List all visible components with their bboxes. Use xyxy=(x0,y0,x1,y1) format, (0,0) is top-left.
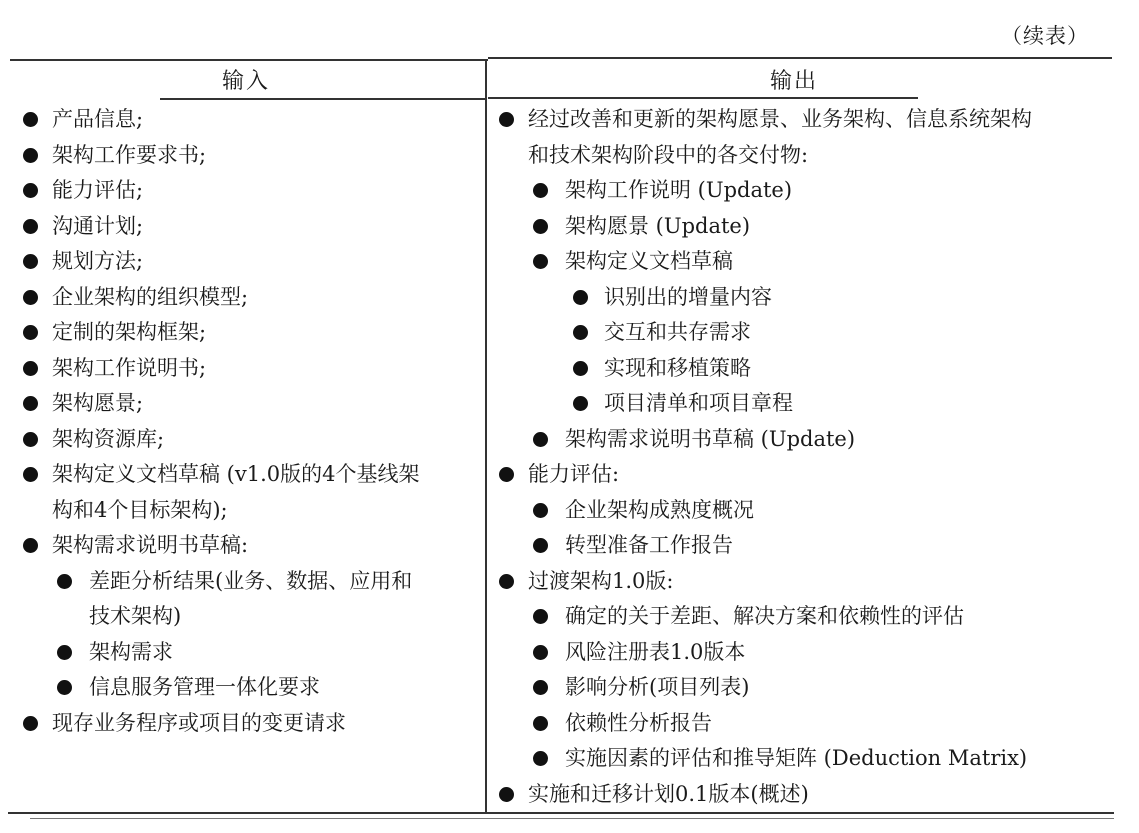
list-item xyxy=(20,706,480,742)
list-item-text: 架构愿景; xyxy=(52,391,144,415)
list-item-text: 架构工作说明 (Update) xyxy=(565,178,793,202)
bullet-icon xyxy=(23,183,38,198)
bullet-icon xyxy=(533,254,548,269)
bullet-icon xyxy=(23,254,38,269)
list-item-text: 项目清单和项目章程 xyxy=(604,391,793,415)
list-item-text: 能力评估; xyxy=(52,178,144,202)
list-item xyxy=(496,457,1110,493)
bullet-icon xyxy=(533,645,548,660)
list-item xyxy=(496,209,1110,245)
bullet-icon xyxy=(533,609,548,624)
bullet-icon xyxy=(23,290,38,305)
list-item xyxy=(20,528,480,564)
list-item xyxy=(496,777,1110,813)
list-item-text: 企业架构的组织模型; xyxy=(52,284,249,309)
list-item xyxy=(20,244,480,280)
bullet-icon xyxy=(23,716,38,731)
list-item-text: 架构资源库; xyxy=(52,426,165,451)
bullet-icon xyxy=(533,183,548,198)
list-item xyxy=(496,670,1110,706)
bullet-icon xyxy=(57,574,72,589)
list-item-text: 过渡架构1.0版: xyxy=(528,568,674,593)
bullet-icon xyxy=(57,645,72,660)
list-item-text: 现存业务程序或项目的变更请求 xyxy=(52,710,346,735)
input-column xyxy=(20,102,480,741)
output-column xyxy=(496,102,1110,812)
bullet-icon xyxy=(57,680,72,695)
list-item-text: 信息服务管理一体化要求 xyxy=(89,675,320,699)
list-item-text: 架构需求说明书草稿 (Update) xyxy=(565,426,856,451)
bullet-icon xyxy=(23,112,38,127)
list-item xyxy=(20,670,480,706)
list-item-text: 识别出的增量内容 xyxy=(604,284,772,309)
list-item xyxy=(496,351,1110,387)
list-item-text: 架构需求说明书草稿: xyxy=(52,533,249,557)
list-item xyxy=(20,635,480,671)
list-item-text: 架构定义文档草稿 (v1.0版的4个基线架 xyxy=(52,462,420,486)
table-top-rule-right xyxy=(488,57,1112,59)
bullet-icon xyxy=(23,148,38,163)
bullet-icon xyxy=(573,290,588,305)
list-item xyxy=(20,280,480,316)
list-item-text: 依赖性分析报告 xyxy=(565,710,712,735)
list-item xyxy=(20,138,480,174)
list-item xyxy=(20,315,480,351)
list-item xyxy=(496,102,1110,138)
bullet-icon xyxy=(573,396,588,411)
list-item xyxy=(20,386,480,422)
list-item-continuation: 技术架构) xyxy=(89,604,182,628)
bullet-icon xyxy=(23,396,38,411)
bullet-icon xyxy=(23,538,38,553)
list-item xyxy=(496,706,1110,742)
list-item xyxy=(20,209,480,245)
list-item xyxy=(496,386,1110,422)
bullet-icon xyxy=(23,325,38,340)
list-item-text: 能力评估: xyxy=(528,462,620,486)
list-item xyxy=(496,635,1110,671)
list-item-text: 企业架构成熟度概况 xyxy=(565,497,754,522)
table-bottom-rule xyxy=(8,812,1114,814)
bullet-icon xyxy=(533,219,548,234)
list-item xyxy=(496,599,1110,635)
bullet-icon xyxy=(533,538,548,553)
bullet-icon xyxy=(499,574,514,589)
list-item-text: 定制的架构框架; xyxy=(52,320,207,344)
list-item-text: 转型准备工作报告 xyxy=(565,533,733,557)
list-item xyxy=(20,422,480,458)
list-item xyxy=(20,457,480,493)
list-item-text: 确定的关于差距、解决方案和依赖性的评估 xyxy=(565,604,964,628)
bullet-icon xyxy=(573,361,588,376)
list-item-text: 产品信息; xyxy=(52,107,144,131)
bullet-icon xyxy=(499,787,514,802)
list-item-continuation: 和技术架构阶段中的各交付物: xyxy=(528,142,809,167)
bullet-icon xyxy=(533,680,548,695)
bullet-icon xyxy=(23,432,38,447)
list-item-text: 架构工作要求书; xyxy=(52,142,207,167)
list-item-text: 实施因素的评估和推导矩阵 (Deduction Matrix) xyxy=(565,746,1028,770)
list-item xyxy=(496,528,1110,564)
list-item-text: 经过改善和更新的架构愿景、业务架构、信息系统架构 xyxy=(528,107,1032,131)
list-item-text: 交互和共存需求 xyxy=(604,320,751,344)
list-item-text: 架构愿景 (Update) xyxy=(565,213,751,238)
list-item-text: 架构需求 xyxy=(89,639,173,664)
list-item xyxy=(496,493,1110,529)
list-item xyxy=(496,173,1110,209)
list-item xyxy=(20,564,480,600)
list-item xyxy=(496,244,1110,280)
list-item-text: 规划方法; xyxy=(52,249,144,273)
bullet-icon xyxy=(533,716,548,731)
bullet-icon xyxy=(23,361,38,376)
column-divider xyxy=(485,59,487,813)
list-item xyxy=(496,422,1110,458)
header-output: 输出 xyxy=(770,69,819,94)
table-bottom-rule-thin xyxy=(30,818,1114,819)
bullet-icon xyxy=(23,219,38,234)
bullet-icon xyxy=(23,467,38,482)
bullet-icon xyxy=(533,432,548,447)
list-item-text: 风险注册表1.0版本 xyxy=(565,639,746,664)
list-item-text: 影响分析(项目列表) xyxy=(565,675,750,699)
bullet-icon xyxy=(499,467,514,482)
bullet-icon xyxy=(533,751,548,766)
list-item-text: 架构定义文档草稿 xyxy=(565,249,733,273)
list-item xyxy=(20,102,480,138)
continued-label: （续表） xyxy=(1001,24,1089,48)
list-item xyxy=(496,315,1110,351)
bullet-icon xyxy=(533,503,548,518)
list-item-continuation: 构和4个目标架构); xyxy=(52,497,228,522)
header-input: 输入 xyxy=(222,69,271,94)
list-item xyxy=(496,280,1110,316)
header-rule-right xyxy=(488,97,918,99)
table-top-rule-left xyxy=(10,59,488,61)
list-item xyxy=(20,351,480,387)
list-item xyxy=(20,173,480,209)
bullet-icon xyxy=(499,112,514,127)
list-item-text: 沟通计划; xyxy=(52,213,144,238)
bullet-icon xyxy=(573,325,588,340)
header-rule-left xyxy=(160,98,486,100)
list-item-text: 差距分析结果(业务、数据、应用和 xyxy=(89,568,413,593)
list-item-text: 架构工作说明书; xyxy=(52,355,207,380)
list-item xyxy=(496,564,1110,600)
list-item-text: 实现和移植策略 xyxy=(604,355,751,380)
list-item-text: 实施和迁移计划0.1版本(概述) xyxy=(528,781,809,806)
list-item xyxy=(496,741,1110,777)
